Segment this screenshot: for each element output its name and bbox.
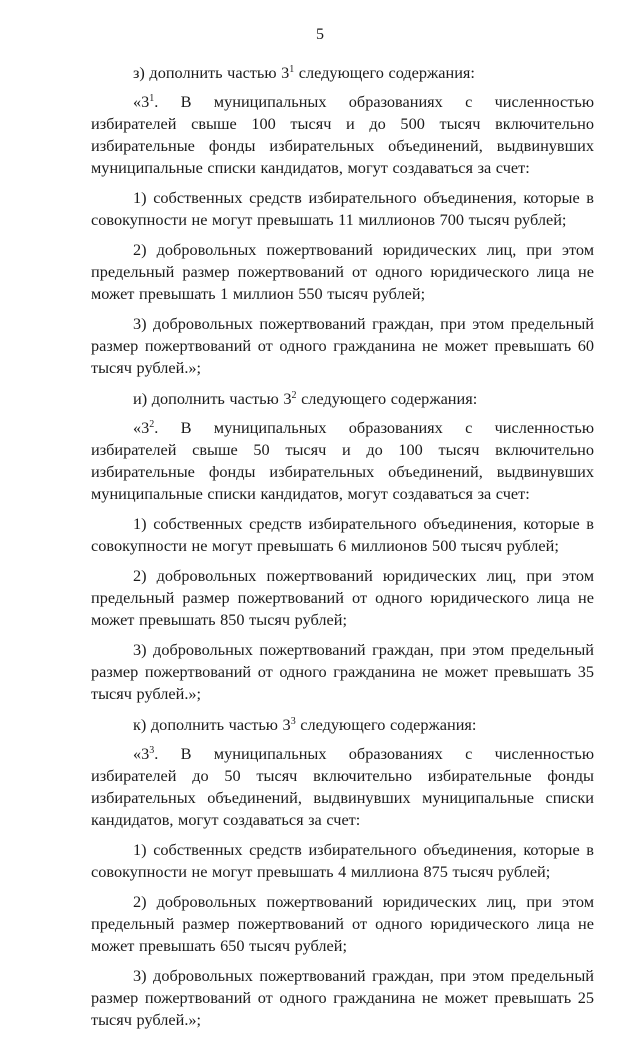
superscript-index: 3 <box>149 745 155 756</box>
new-part-text: «$3^1$. В муниципальных образованиях с численностью избирателей свыше 100 тысяч и до 500 тысяч включительно избирательные фонды избирательных объединений, выдвинувших муниципальные списки кандидатов, могут создаваться за счет: <box>91 92 594 177</box>
list-item: 2) добровольных пожертвований юридических лиц, при этом предельный размер пожертвований от одного юридического лица не может превышать 850 тысяч рублей; <box>91 566 594 629</box>
superscript-index: 2 <box>291 390 297 401</box>
list-item: 3) добровольных пожертвований граждан, при этом предельный размер пожертвований от одного гражданина не может превышать 25 тысяч рублей.»; <box>91 966 594 1029</box>
superscript-index: 3 <box>290 716 296 727</box>
list-item: 2) добровольных пожертвований юридических лиц, при этом предельный размер пожертвований от одного юридического лица не может превышать 1 миллион 550 тысяч рублей; <box>91 240 594 303</box>
superscript-index: 1 <box>149 93 155 104</box>
amendment-instruction: з) дополнить частью $3^1$ следующего содержания: <box>133 63 475 82</box>
document-body <box>91 62 594 1040</box>
list-item: 1) собственных средств избирательного объединения, которые в совокупности не могут превышать 4 миллиона 875 тысяч рублей; <box>91 840 594 881</box>
list-item: 3) добровольных пожертвований граждан, при этом предельный размер пожертвований от одного гражданина не может превышать 35 тысяч рублей.»; <box>91 640 594 703</box>
list-item: 1) собственных средств избирательного объединения, которые в совокупности не могут превышать 6 миллионов 500 тысяч рублей; <box>91 514 594 555</box>
page-number: 5 <box>316 26 324 43</box>
new-part-text: «$3^2$. В муниципальных образованиях с численностью избирателей свыше 50 тысяч и до 100 тысяч включительно избирательные фонды избирательных объединений, выдвинувших муниципальные списки кандидатов, могут создаваться за счет: <box>91 418 594 503</box>
amendment-instruction: к) дополнить частью $3^3$ следующего содержания: <box>133 715 477 734</box>
list-item: 2) добровольных пожертвований юридических лиц, при этом предельный размер пожертвований от одного юридического лица не может превышать 650 тысяч рублей; <box>91 892 594 955</box>
list-item: 1) собственных средств избирательного объединения, которые в совокупности не могут превышать 11 миллионов 700 тысяч рублей; <box>91 188 594 229</box>
superscript-index: 2 <box>149 419 155 430</box>
amendment-instruction: и) дополнить частью $3^2$ следующего содержания: <box>133 389 478 408</box>
new-part-text: «$3^3$. В муниципальных образованиях с численностью избирателей до 50 тысяч включительно избирательные фонды избирательных объединений, выдвинувших муниципальные списки кандидатов, могут создаваться за счет: <box>91 744 594 829</box>
superscript-index: 1 <box>289 64 295 75</box>
list-item: 3) добровольных пожертвований граждан, при этом предельный размер пожертвований от одного гражданина не может превышать 60 тысяч рублей.»; <box>91 314 594 377</box>
